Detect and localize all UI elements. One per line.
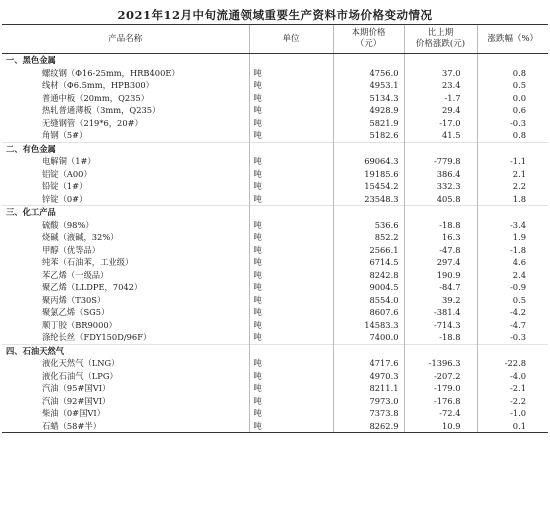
pct-cell: -4.0 (477, 370, 548, 383)
price-cell: 19185.6 (333, 168, 404, 181)
change-cell: 297.4 (404, 256, 477, 269)
price-cell: 4717.6 (333, 357, 404, 370)
table-row (2, 104, 548, 117)
unit-cell: 吨 (249, 92, 333, 105)
page-title: 2021年12月中旬流通领域重要生产资料市场价格变动情况 (117, 8, 433, 22)
price-cell: 4953.1 (333, 79, 404, 92)
unit-cell: 吨 (249, 168, 333, 181)
empty-cell (333, 206, 404, 219)
change-cell: -179.0 (404, 382, 477, 395)
price-cell: 7973.0 (333, 395, 404, 408)
table-row (2, 155, 548, 168)
pct-cell: 0.0 (477, 92, 548, 105)
table-header-row (2, 25, 548, 54)
empty-cell (249, 206, 333, 219)
section-row (2, 142, 548, 155)
pct-cell: 2.1 (477, 168, 548, 181)
price-cell: 5134.3 (333, 92, 404, 105)
product-name: 角钢（5#） (42, 130, 88, 140)
price-cell: 8262.9 (333, 420, 404, 433)
price-cell: 5821.9 (333, 117, 404, 130)
price-cell: 7400.0 (333, 331, 404, 344)
unit-cell: 吨 (249, 104, 333, 117)
pct-cell: -4.2 (477, 306, 548, 319)
pct-cell: -2.1 (477, 382, 548, 395)
table-row (2, 244, 548, 257)
change-cell: -18.8 (404, 219, 477, 232)
table-body (2, 54, 548, 433)
pct-cell: -0.3 (477, 117, 548, 130)
table-row (2, 193, 548, 206)
header-price-line1: 本期价格 (351, 28, 386, 38)
pct-cell: -1.1 (477, 155, 548, 168)
product-name: 苯乙烯（一级品） (42, 269, 109, 280)
section-row (2, 344, 548, 357)
table-row (2, 382, 548, 395)
header-unit: 单位 (249, 25, 333, 54)
table-row (2, 256, 548, 269)
table-row (2, 357, 548, 370)
pct-cell: 0.5 (477, 79, 548, 92)
change-cell: -714.3 (404, 319, 477, 332)
pct-cell: -0.9 (477, 281, 548, 294)
unit-cell: 吨 (249, 281, 333, 294)
price-cell: 4970.3 (333, 370, 404, 383)
section-row (2, 54, 548, 67)
empty-cell (249, 54, 333, 67)
unit-cell: 吨 (249, 420, 333, 433)
header-pct: 涨跌幅（%） (477, 25, 548, 54)
product-name: 铅锭（1#） (42, 181, 88, 191)
table-row (2, 180, 548, 193)
unit-cell: 吨 (249, 79, 333, 92)
section-title: 二、有色金属 (2, 142, 249, 155)
header-change-line2: 价格涨跌(元) (415, 39, 466, 49)
empty-cell (404, 344, 477, 357)
pct-cell: -2.2 (477, 395, 548, 408)
pct-cell: 2.2 (477, 180, 548, 193)
price-cell: 9004.5 (333, 281, 404, 294)
pct-cell: -4.7 (477, 319, 548, 332)
product-name: 无缝钢管（219*6，20#） (42, 117, 143, 128)
header-change (404, 25, 477, 54)
empty-cell (477, 344, 548, 357)
change-cell: -381.4 (404, 306, 477, 319)
price-cell: 23548.3 (333, 193, 404, 206)
pct-cell: 0.6 (477, 104, 548, 117)
pct-cell: 4.6 (477, 256, 548, 269)
change-cell: -1.7 (404, 92, 477, 105)
price-cell: 5182.6 (333, 129, 404, 142)
unit-cell: 吨 (249, 256, 333, 269)
unit-cell: 吨 (249, 67, 333, 80)
pct-cell: 1.9 (477, 231, 548, 244)
product-name: 电解铜（1#） (42, 156, 96, 166)
product-name: 汽油（92#国VI） (42, 395, 111, 406)
unit-cell: 吨 (249, 269, 333, 282)
empty-cell (404, 54, 477, 67)
product-name: 纯苯（石油苯，工业级） (42, 257, 134, 267)
price-cell: 6714.5 (333, 256, 404, 269)
change-cell: 29.4 (404, 104, 477, 117)
price-cell: 852.2 (333, 231, 404, 244)
unit-cell: 吨 (249, 319, 333, 332)
price-cell: 2566.1 (333, 244, 404, 257)
empty-cell (404, 206, 477, 219)
table-row (2, 129, 548, 142)
unit-cell: 吨 (249, 306, 333, 319)
table-row (2, 281, 548, 294)
price-cell: 14583.3 (333, 319, 404, 332)
unit-cell: 吨 (249, 382, 333, 395)
change-cell: -72.4 (404, 407, 477, 420)
empty-cell (477, 54, 548, 67)
empty-cell (404, 142, 477, 155)
price-cell: 4756.0 (333, 67, 404, 80)
empty-cell (249, 142, 333, 155)
product-name: 线材（Φ6.5mm，HPB300） (42, 80, 154, 90)
pct-cell: 0.8 (477, 67, 548, 80)
section-row (2, 206, 548, 219)
change-cell: -18.8 (404, 331, 477, 344)
pct-cell: 1.8 (477, 193, 548, 206)
pct-cell: -3.4 (477, 219, 548, 232)
unit-cell: 吨 (249, 244, 333, 257)
table-row (2, 231, 548, 244)
empty-cell (477, 206, 548, 219)
pct-cell: 0.1 (477, 420, 548, 433)
unit-cell: 吨 (249, 331, 333, 344)
unit-cell: 吨 (249, 395, 333, 408)
product-name: 汽油（95#国VI） (42, 383, 111, 393)
price-cell: 8211.1 (333, 382, 404, 395)
table-row (2, 92, 548, 105)
product-name: 锌锭（0#） (42, 193, 88, 204)
unit-cell: 吨 (249, 117, 333, 130)
price-cell: 8607.6 (333, 306, 404, 319)
price-table (2, 24, 548, 433)
change-cell: -779.8 (404, 155, 477, 168)
product-name: 涤纶长丝（FDY150D/96F） (42, 332, 152, 342)
table-row (2, 67, 548, 80)
table-row (2, 407, 548, 420)
price-cell: 4928.9 (333, 104, 404, 117)
change-cell: 37.0 (404, 67, 477, 80)
pct-cell: 0.5 (477, 294, 548, 307)
product-name: 聚氯乙烯（SG5） (42, 307, 110, 317)
unit-cell: 吨 (249, 180, 333, 193)
price-cell: 8242.8 (333, 269, 404, 282)
change-cell: 39.2 (404, 294, 477, 307)
product-name: 甲醇（优等品） (42, 244, 101, 255)
product-name: 聚乙烯（LLDPE，7042） (42, 282, 143, 292)
change-cell: 405.8 (404, 193, 477, 206)
unit-cell: 吨 (249, 370, 333, 383)
change-cell: -1396.3 (404, 357, 477, 370)
table-row (2, 331, 548, 344)
unit-cell: 吨 (249, 129, 333, 142)
table-row (2, 395, 548, 408)
change-cell: -207.2 (404, 370, 477, 383)
pct-cell: -1.8 (477, 244, 548, 257)
product-name: 液化石油气（LPG） (42, 370, 118, 381)
change-cell: -176.8 (404, 395, 477, 408)
table-row (2, 319, 548, 332)
product-name: 聚丙烯（T30S） (42, 294, 106, 305)
table-row (2, 79, 548, 92)
empty-cell (333, 344, 404, 357)
table-row (2, 420, 548, 433)
product-name: 硫酸（98%） (42, 219, 94, 230)
product-name: 螺纹钢（Φ16-25mm，HRB400E） (42, 67, 180, 78)
product-name: 液化天然气（LNG） (42, 358, 120, 368)
pct-cell: -22.8 (477, 357, 548, 370)
table-row (2, 168, 548, 181)
product-name: 石蜡（58#半） (2, 420, 249, 433)
change-cell: 386.4 (404, 168, 477, 181)
product-name: 柴油（0#国VI） (42, 408, 105, 418)
price-cell: 8554.0 (333, 294, 404, 307)
unit-cell: 吨 (249, 407, 333, 420)
section-title: 一、黑色金属 (2, 54, 249, 67)
price-cell: 15454.2 (333, 180, 404, 193)
unit-cell: 吨 (249, 231, 333, 244)
table-row (2, 370, 548, 383)
table-row (2, 219, 548, 232)
change-cell: -17.0 (404, 117, 477, 130)
empty-cell (333, 142, 404, 155)
pct-cell: 2.4 (477, 269, 548, 282)
change-cell: 41.5 (404, 129, 477, 142)
section-title: 四、石油天然气 (2, 344, 249, 357)
unit-cell: 吨 (249, 294, 333, 307)
unit-cell: 吨 (249, 155, 333, 168)
table-row (2, 306, 548, 319)
change-cell: -47.8 (404, 244, 477, 257)
empty-cell (477, 142, 548, 155)
product-name: 顺丁胶（BR9000） (42, 319, 117, 330)
empty-cell (333, 54, 404, 67)
header-price-line2: （元） (355, 39, 382, 49)
change-cell: 23.4 (404, 79, 477, 92)
price-cell: 69064.3 (333, 155, 404, 168)
unit-cell: 吨 (249, 219, 333, 232)
change-cell: 10.9 (404, 420, 477, 433)
product-name: 普通中板（20mm，Q235） (42, 92, 150, 103)
pct-cell: 0.8 (477, 129, 548, 142)
header-price (333, 25, 404, 54)
change-cell: 16.3 (404, 231, 477, 244)
product-name: 烧碱（液碱，32%） (42, 232, 119, 242)
product-name: 铝锭（A00） (42, 168, 92, 179)
change-cell: 190.9 (404, 269, 477, 282)
change-cell: -84.7 (404, 281, 477, 294)
section-title: 三、化工产品 (2, 206, 249, 219)
table-row (2, 269, 548, 282)
header-product-name: 产品名称 (2, 25, 249, 54)
unit-cell: 吨 (249, 357, 333, 370)
empty-cell (249, 344, 333, 357)
change-cell: 332.3 (404, 180, 477, 193)
product-name: 热轧普通薄板（3mm，Q235） (42, 105, 161, 115)
price-cell: 536.6 (333, 219, 404, 232)
unit-cell: 吨 (249, 193, 333, 206)
pct-cell: -1.0 (477, 407, 548, 420)
table-row (2, 117, 548, 130)
pct-cell: -0.3 (477, 331, 548, 344)
header-change-line1: 比上期 (427, 28, 454, 38)
table-row (2, 294, 548, 307)
price-cell: 7373.8 (333, 407, 404, 420)
